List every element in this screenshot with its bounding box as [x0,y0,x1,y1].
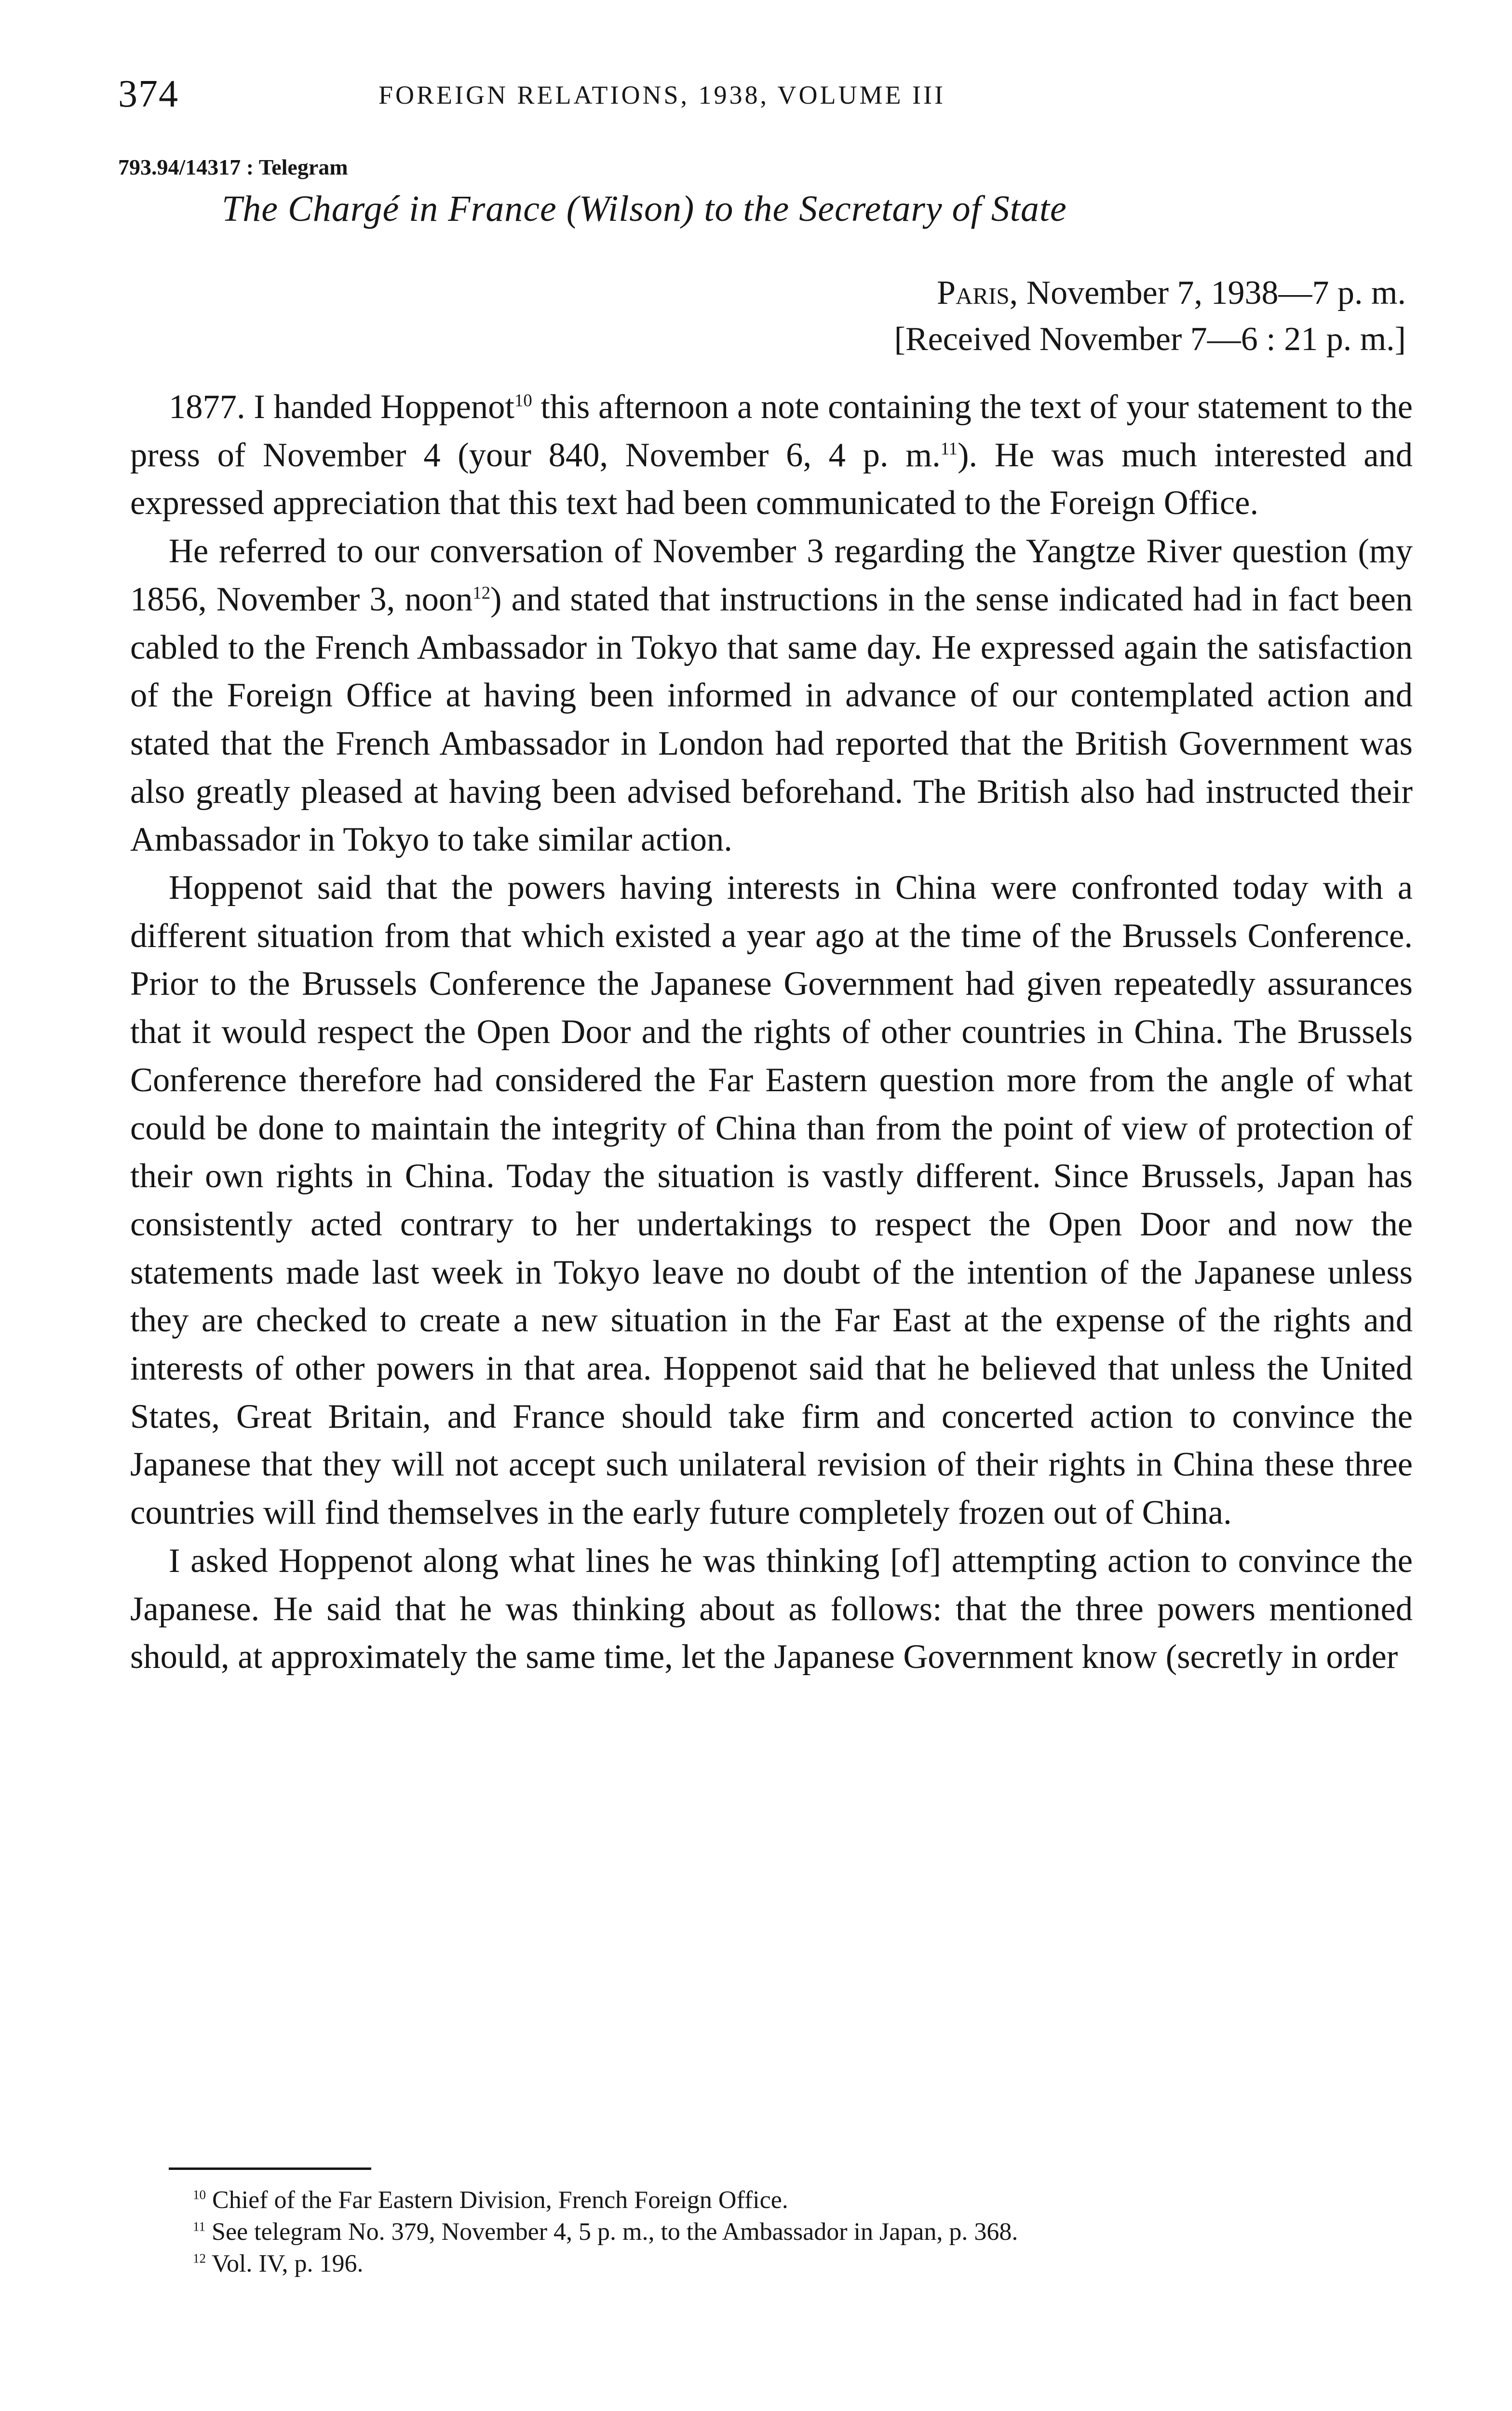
paragraph-2 [130,528,1413,864]
footnote-number: 12 [193,2251,206,2266]
telegram-body [130,383,1413,1681]
page-number: 374 [118,73,179,115]
dateline-sent: November 7, 1938—7 p. m. [1026,274,1406,312]
paragraph-1 [130,383,1413,528]
paragraph-1-text-a: 1877. I handed Hoppenot [169,388,515,426]
dateline-received: [Received November 7—6 : 21 p. m.] [894,321,1406,358]
footnote-12 [193,2248,1446,2280]
footnote-text: Vol. IV, p. 196. [212,2250,364,2277]
footnote-number: 10 [193,2187,206,2202]
dateline [894,270,1406,363]
running-head [118,72,1410,125]
footnote-text: Chief of the Far Eastern Division, French Foreign Office. [212,2186,788,2214]
paragraph-4: I asked Hoppenot along what lines he was thinking [of] attempting action to convince the Japanese. He said that he was thinking about as follows: that the three powers mentioned should, at approximately the same time, let the Japanese Government know (secretly in order [130,1542,1413,1676]
running-title: FOREIGN RELATIONS, 1938, VOLUME III [378,81,945,109]
footnote-text: See telegram No. 379, November 4, 5 p. m., to the Ambassador in Japan, p. 368. [212,2218,1018,2246]
footnote-ref-11: 11 [940,438,958,459]
footnote-10 [193,2184,1446,2216]
paragraph-3: Hoppenot said that the powers having interests in China were confronted today with a different situation from that which existed a year ago at the time of the Brussels Conference. Prior to the Brussels Conference the Japanese Government had given repeatedly assurances that it would respect the Open Door and the rights of other countries in China. The Brussels Conference therefore had considered the Far Eastern question more from the angle of what could be done to maintain the integrity of China than from the point of view of protection of their own rights in China. Today the situation is vastly different. Since Brussels, Japan has consistently acted contrary to her undertakings to respect the Open Door and now the statements made last week in Tokyo leave no doubt of the intention of the Japanese unless they are checked to create a new situation in the Far East at the expense of the rights and interests of other powers in that area. Hoppenot said that he believed that unless the United States, Great Britain, and France should take firm and concerted action to convince the Japanese that they will not accept such unilateral revision of their rights in China these three countries will find themselves in the early future completely frozen out of China. [130,869,1413,1532]
file-reference: 793.94/14317 : Telegram [118,155,348,179]
paragraph-2-text-a: He referred to our conversation of November 3 regarding the Yangtze River question (my 1856, November 3, noon [130,532,1413,618]
dateline-city: Paris, [937,274,1018,312]
footnote-divider [169,2167,371,2170]
footnotes [193,2184,1446,2280]
footnote-number: 11 [193,2219,206,2234]
footnote-ref-12: 12 [472,582,491,603]
paragraph-2-text-b: ) and stated that instructions in the sense indicated had in fact been cabled to the French Ambassador in Tokyo that same day. He expressed again the satisfaction of the Foreign Office at having been informed in advance of our contemplated action and stated that the French Ambassador in London had reported that the British Government was also greatly pleased at having been advised beforehand. The British also had instructed their Ambassador in Tokyo to take similar action. [130,580,1413,859]
dateline-sent-line [894,270,1406,316]
footnote-ref-10: 10 [514,390,532,410]
paragraph-1-text-c: ). He was much interested and expressed appreciation that this text had been communicated to the Foreign Office. [130,436,1413,522]
paragraph-1-text-b: this afternoon a note containing the text of your statement to the press of November 4 (your 840, November 6, 4 p. m. [130,388,1413,474]
document-heading: The Chargé in France (Wilson) to the Secretary of State [222,189,1067,229]
footnote-11 [193,2216,1446,2248]
